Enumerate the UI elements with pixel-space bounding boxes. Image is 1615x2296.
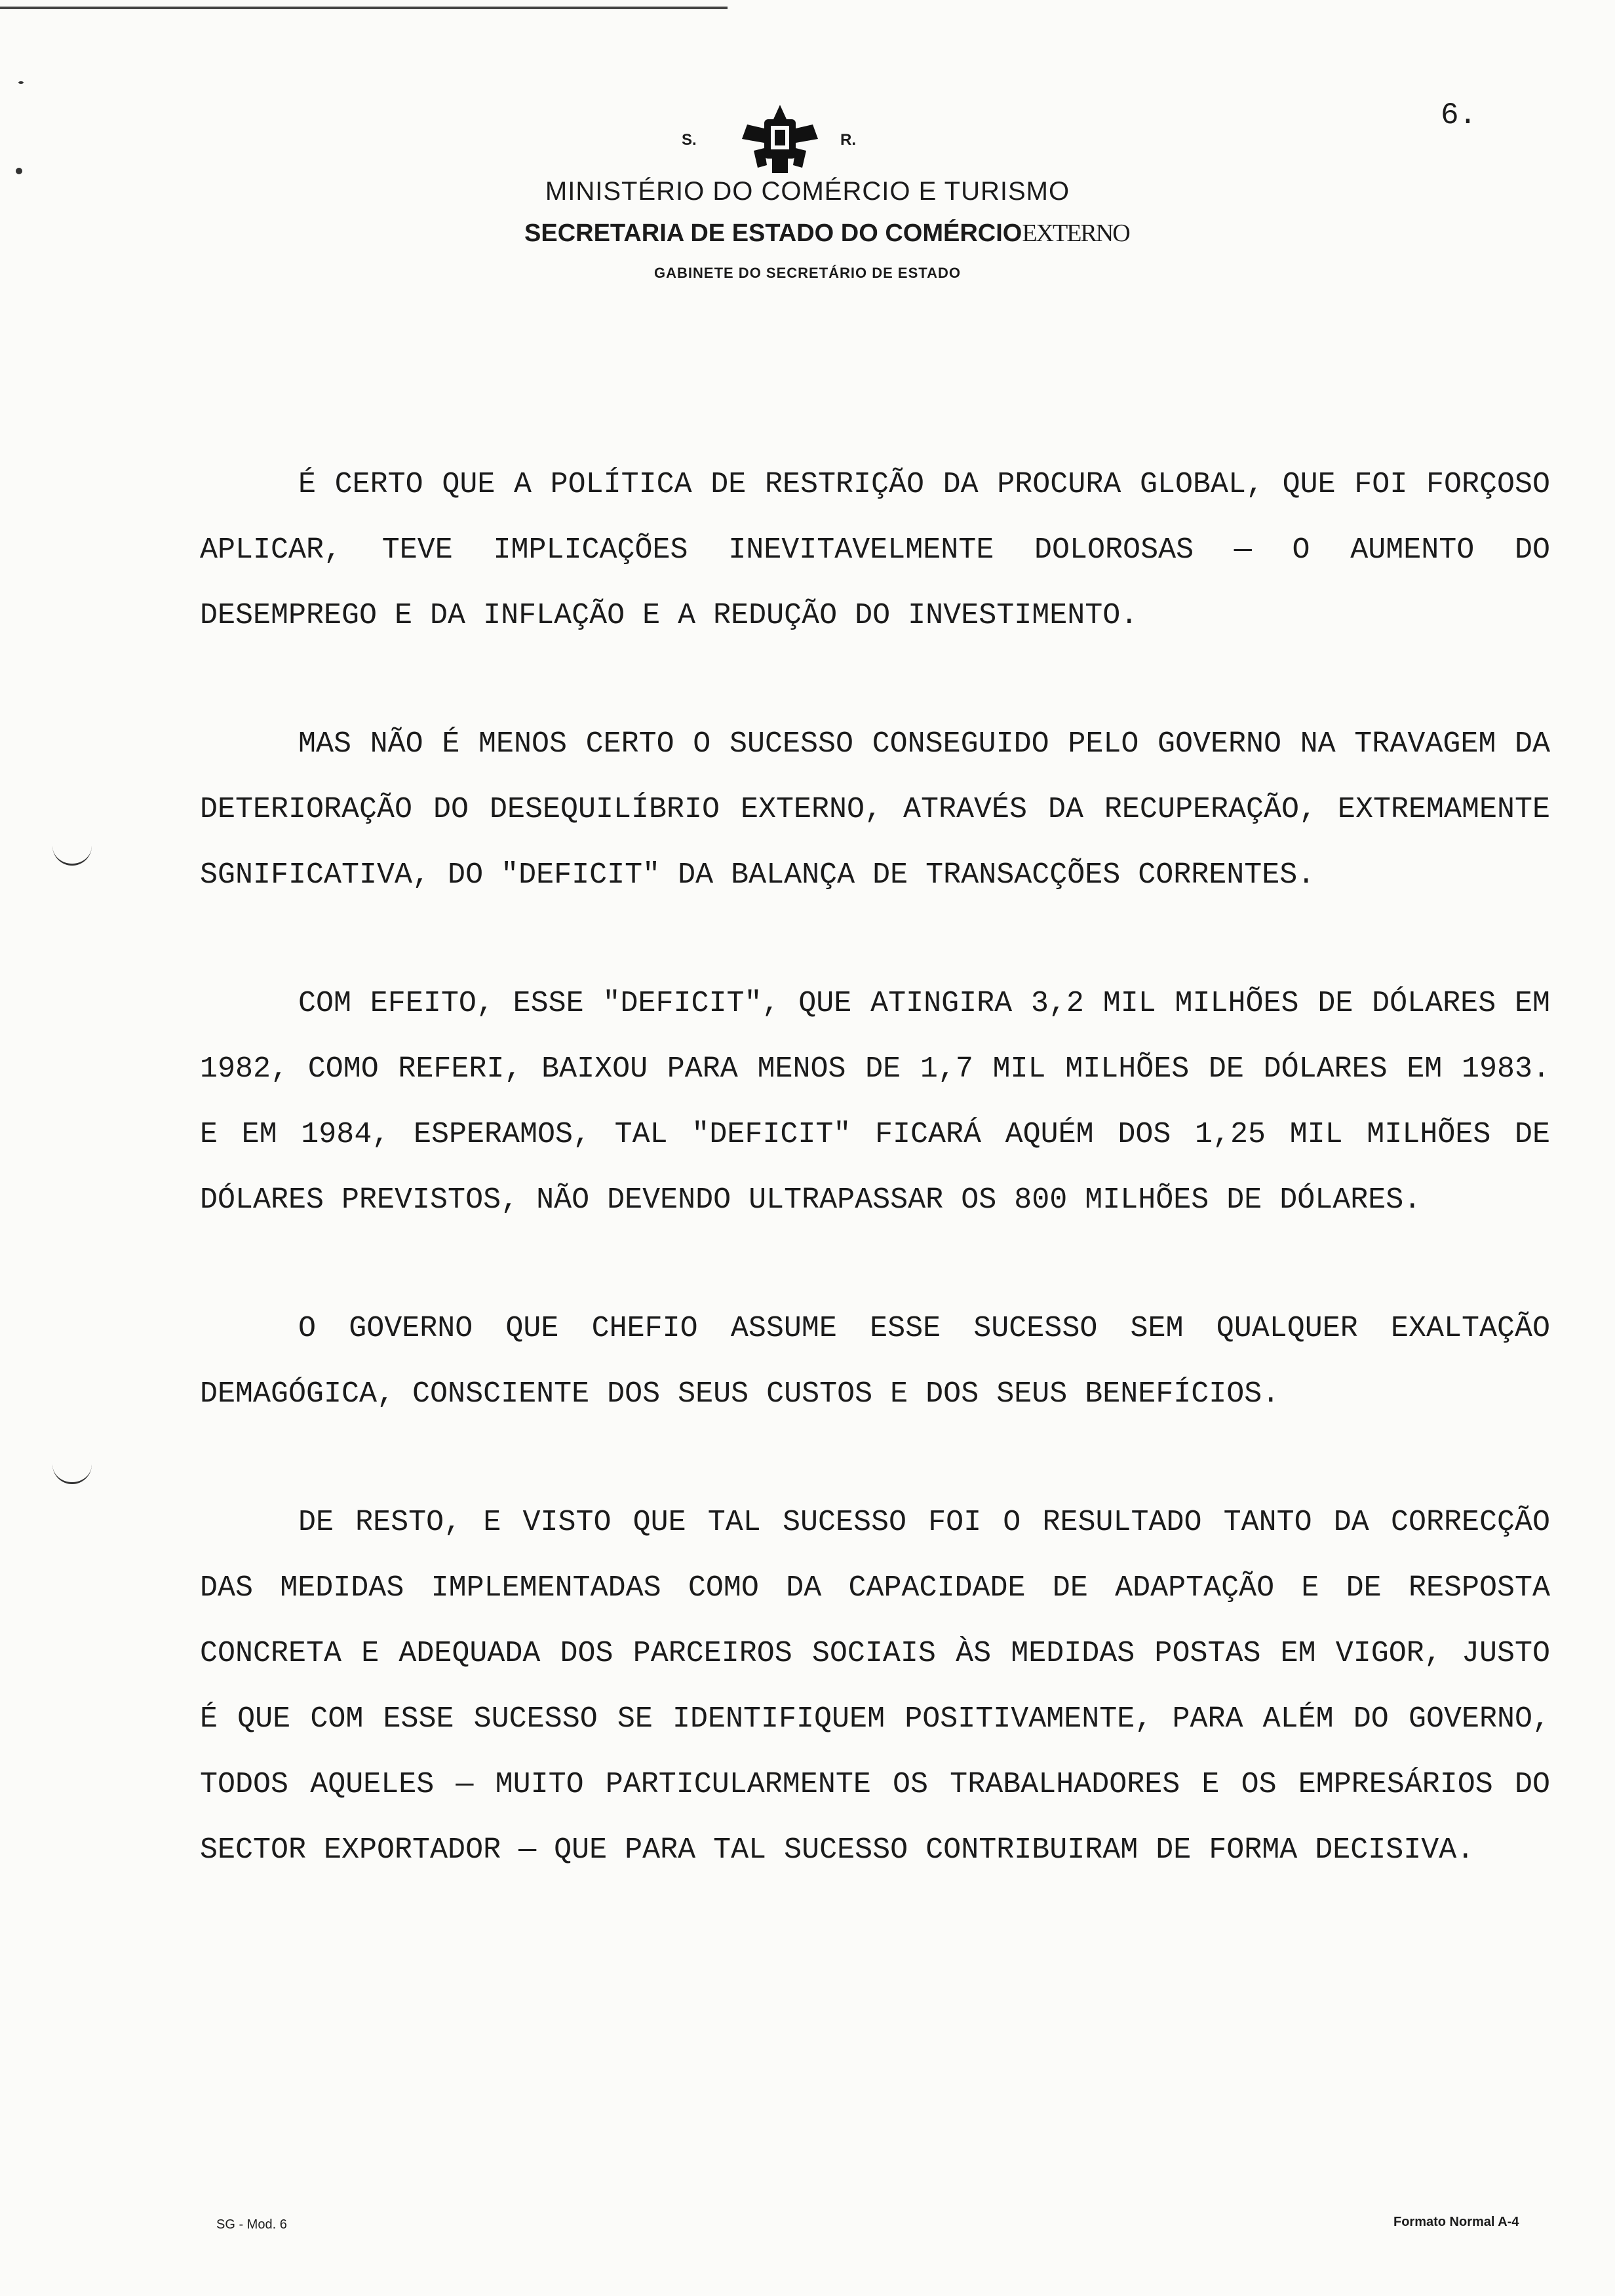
cabinet-name: GABINETE DO SECRETÁRIO DE ESTADO	[654, 265, 961, 281]
paragraph-3	[200, 971, 1550, 1233]
secretariat-main: SECRETARIA DE ESTADO DO COMÉRCIO	[524, 220, 1022, 247]
paragraph-5	[200, 1490, 1550, 1883]
letterhead-crest	[682, 105, 865, 177]
paragraph-1-text: É CERTO QUE A POLÍTICA DE RESTRIÇÃO DA PROCURA GLOBAL, QUE FOI FORÇOSO APLICAR, TEVE IMPLICAÇÕES INEVITAVELMENTE DOLOROSAS — O AUMENTO DO DESEMPREGO E DA INFLAÇÃO E A REDUÇÃO DO INVESTIMENTO.	[200, 468, 1550, 632]
document-body	[200, 452, 1550, 1946]
crest-right-letter: R.	[840, 131, 856, 149]
crest-left-letter: S.	[682, 131, 697, 149]
paragraph-2-text: MAS NÃO É MENOS CERTO O SUCESSO CONSEGUIDO PELO GOVERNO NA TRAVAGEM DA DETERIORAÇÃO DO DESEQUILÍBRIO EXTERNO, ATRAVÉS DA RECUPERAÇÃO, EXTREMAMENTE SGNIFICATIVA, DO "DEFICIT" DA BALANÇA DE TRANSACÇÕES CORRENTES.	[200, 727, 1550, 892]
coat-of-arms-icon	[734, 105, 826, 177]
form-code: SG - Mod. 6	[216, 2217, 287, 2232]
paragraph-1	[200, 452, 1550, 649]
paper-format: Formato Normal A-4	[1393, 2215, 1519, 2229]
ministry-name: MINISTÉRIO DO COMÉRCIO E TURISMO	[545, 177, 1070, 206]
top-rule	[0, 7, 728, 9]
margin-mark	[52, 1464, 92, 1484]
paragraph-4-text: O GOVERNO QUE CHEFIO ASSUME ESSE SUCESSO SEM QUALQUER EXALTAÇÃO DEMAGÓGICA, CONSCIENTE DOS SEUS CUSTOS E DOS SEUS BENEFÍCIOS.	[200, 1312, 1550, 1411]
paragraph-2	[200, 712, 1550, 908]
page-number: 6.	[1441, 98, 1477, 132]
margin-dot	[18, 81, 24, 84]
paragraph-4	[200, 1296, 1550, 1427]
secretariat-name	[524, 219, 1245, 248]
margin-mark	[52, 845, 92, 866]
secretariat-suffix: EXTERNO	[1022, 220, 1129, 247]
margin-dot	[16, 168, 22, 174]
paragraph-3-text: COM EFEITO, ESSE "DEFICIT", QUE ATINGIRA 3,2 MIL MILHÕES DE DÓLARES EM 1982, COMO REFERI, BAIXOU PARA MENOS DE 1,7 MIL MILHÕES DE DÓLARES EM 1983. E EM 1984, ESPERAMOS, TAL "DEFICIT" FICARÁ AQUÉM DOS 1,25 MIL MILHÕES DE DÓLARES PREVISTOS, NÃO DEVENDO ULTRAPASSAR OS 800 MILHÕES DE DÓLARES.	[200, 987, 1550, 1217]
paragraph-5-text: DE RESTO, E VISTO QUE TAL SUCESSO FOI O RESULTADO TANTO DA CORRECÇÃO DAS MEDIDAS IMPLEMENTADAS COMO DA CAPACIDADE DE ADAPTAÇÃO E DE RESPOSTA CONCRETA E ADEQUADA DOS PARCEIROS SOCIAIS ÀS MEDIDAS POSTAS EM VIGOR, JUSTO É QUE COM ESSE SUCESSO SE IDENTIFIQUEM POSITIVAMENTE, PARA ALÉM DO GOVERNO, TODOS AQUELES — MUITO PARTICULARMENTE OS TRABALHADORES E OS EMPRESÁRIOS DO SECTOR EXPORTADOR — QUE PARA TAL SUCESSO CONTRIBUIRAM DE FORMA DECISIVA.	[200, 1506, 1550, 1867]
